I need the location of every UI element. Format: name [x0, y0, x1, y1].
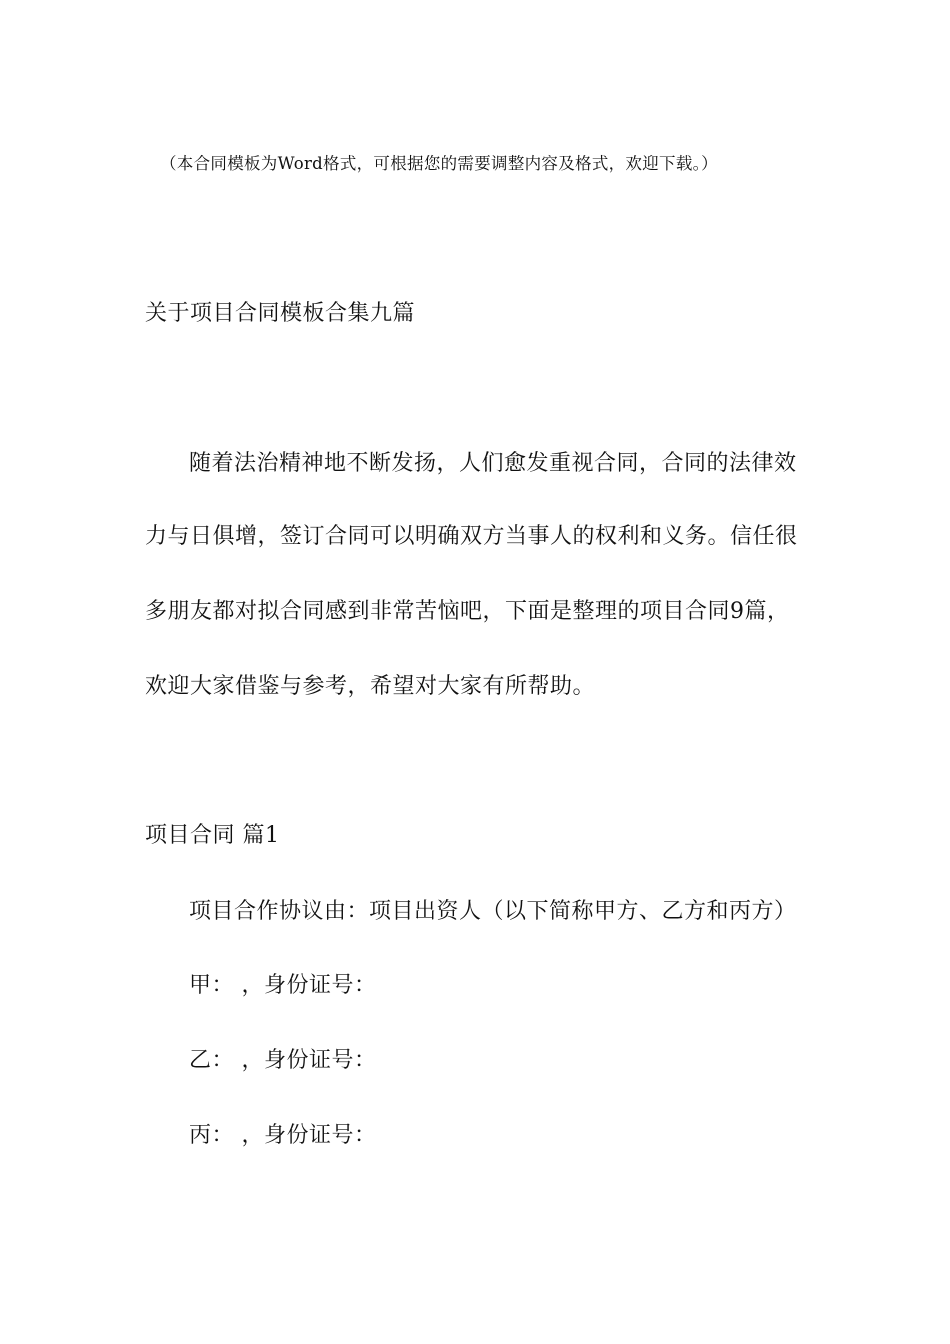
section-paragraph-line: 项目合作协议由：项目出资人（以下简称甲方、乙方和丙方） [189, 899, 797, 924]
party-c-line: 丙： ，身份证号： [189, 1123, 377, 1148]
intro-paragraph-line: 力与日俱增，签订合同可以明确双方当事人的权利和义务。信任很 [145, 524, 798, 549]
document-title: 关于项目合同模板合集九篇 [145, 301, 416, 326]
section-heading: 项目合同 篇1 [145, 823, 280, 848]
template-notice: （本合同模板为Word格式，可根据您的需要调整内容及格式，欢迎下载。） [160, 154, 718, 173]
intro-paragraph-line: 欢迎大家借鉴与参考，希望对大家有所帮助。 [145, 674, 596, 699]
intro-paragraph-line: 随着法治精神地不断发扬，人们愈发重视合同，合同的法律效 [189, 451, 797, 476]
party-b-line: 乙： ，身份证号： [189, 1048, 377, 1073]
party-a-line: 甲： ，身份证号： [189, 973, 377, 998]
intro-paragraph-line: 多朋友都对拟合同感到非常苦恼吧，下面是整理的项目合同9篇， [145, 599, 790, 624]
